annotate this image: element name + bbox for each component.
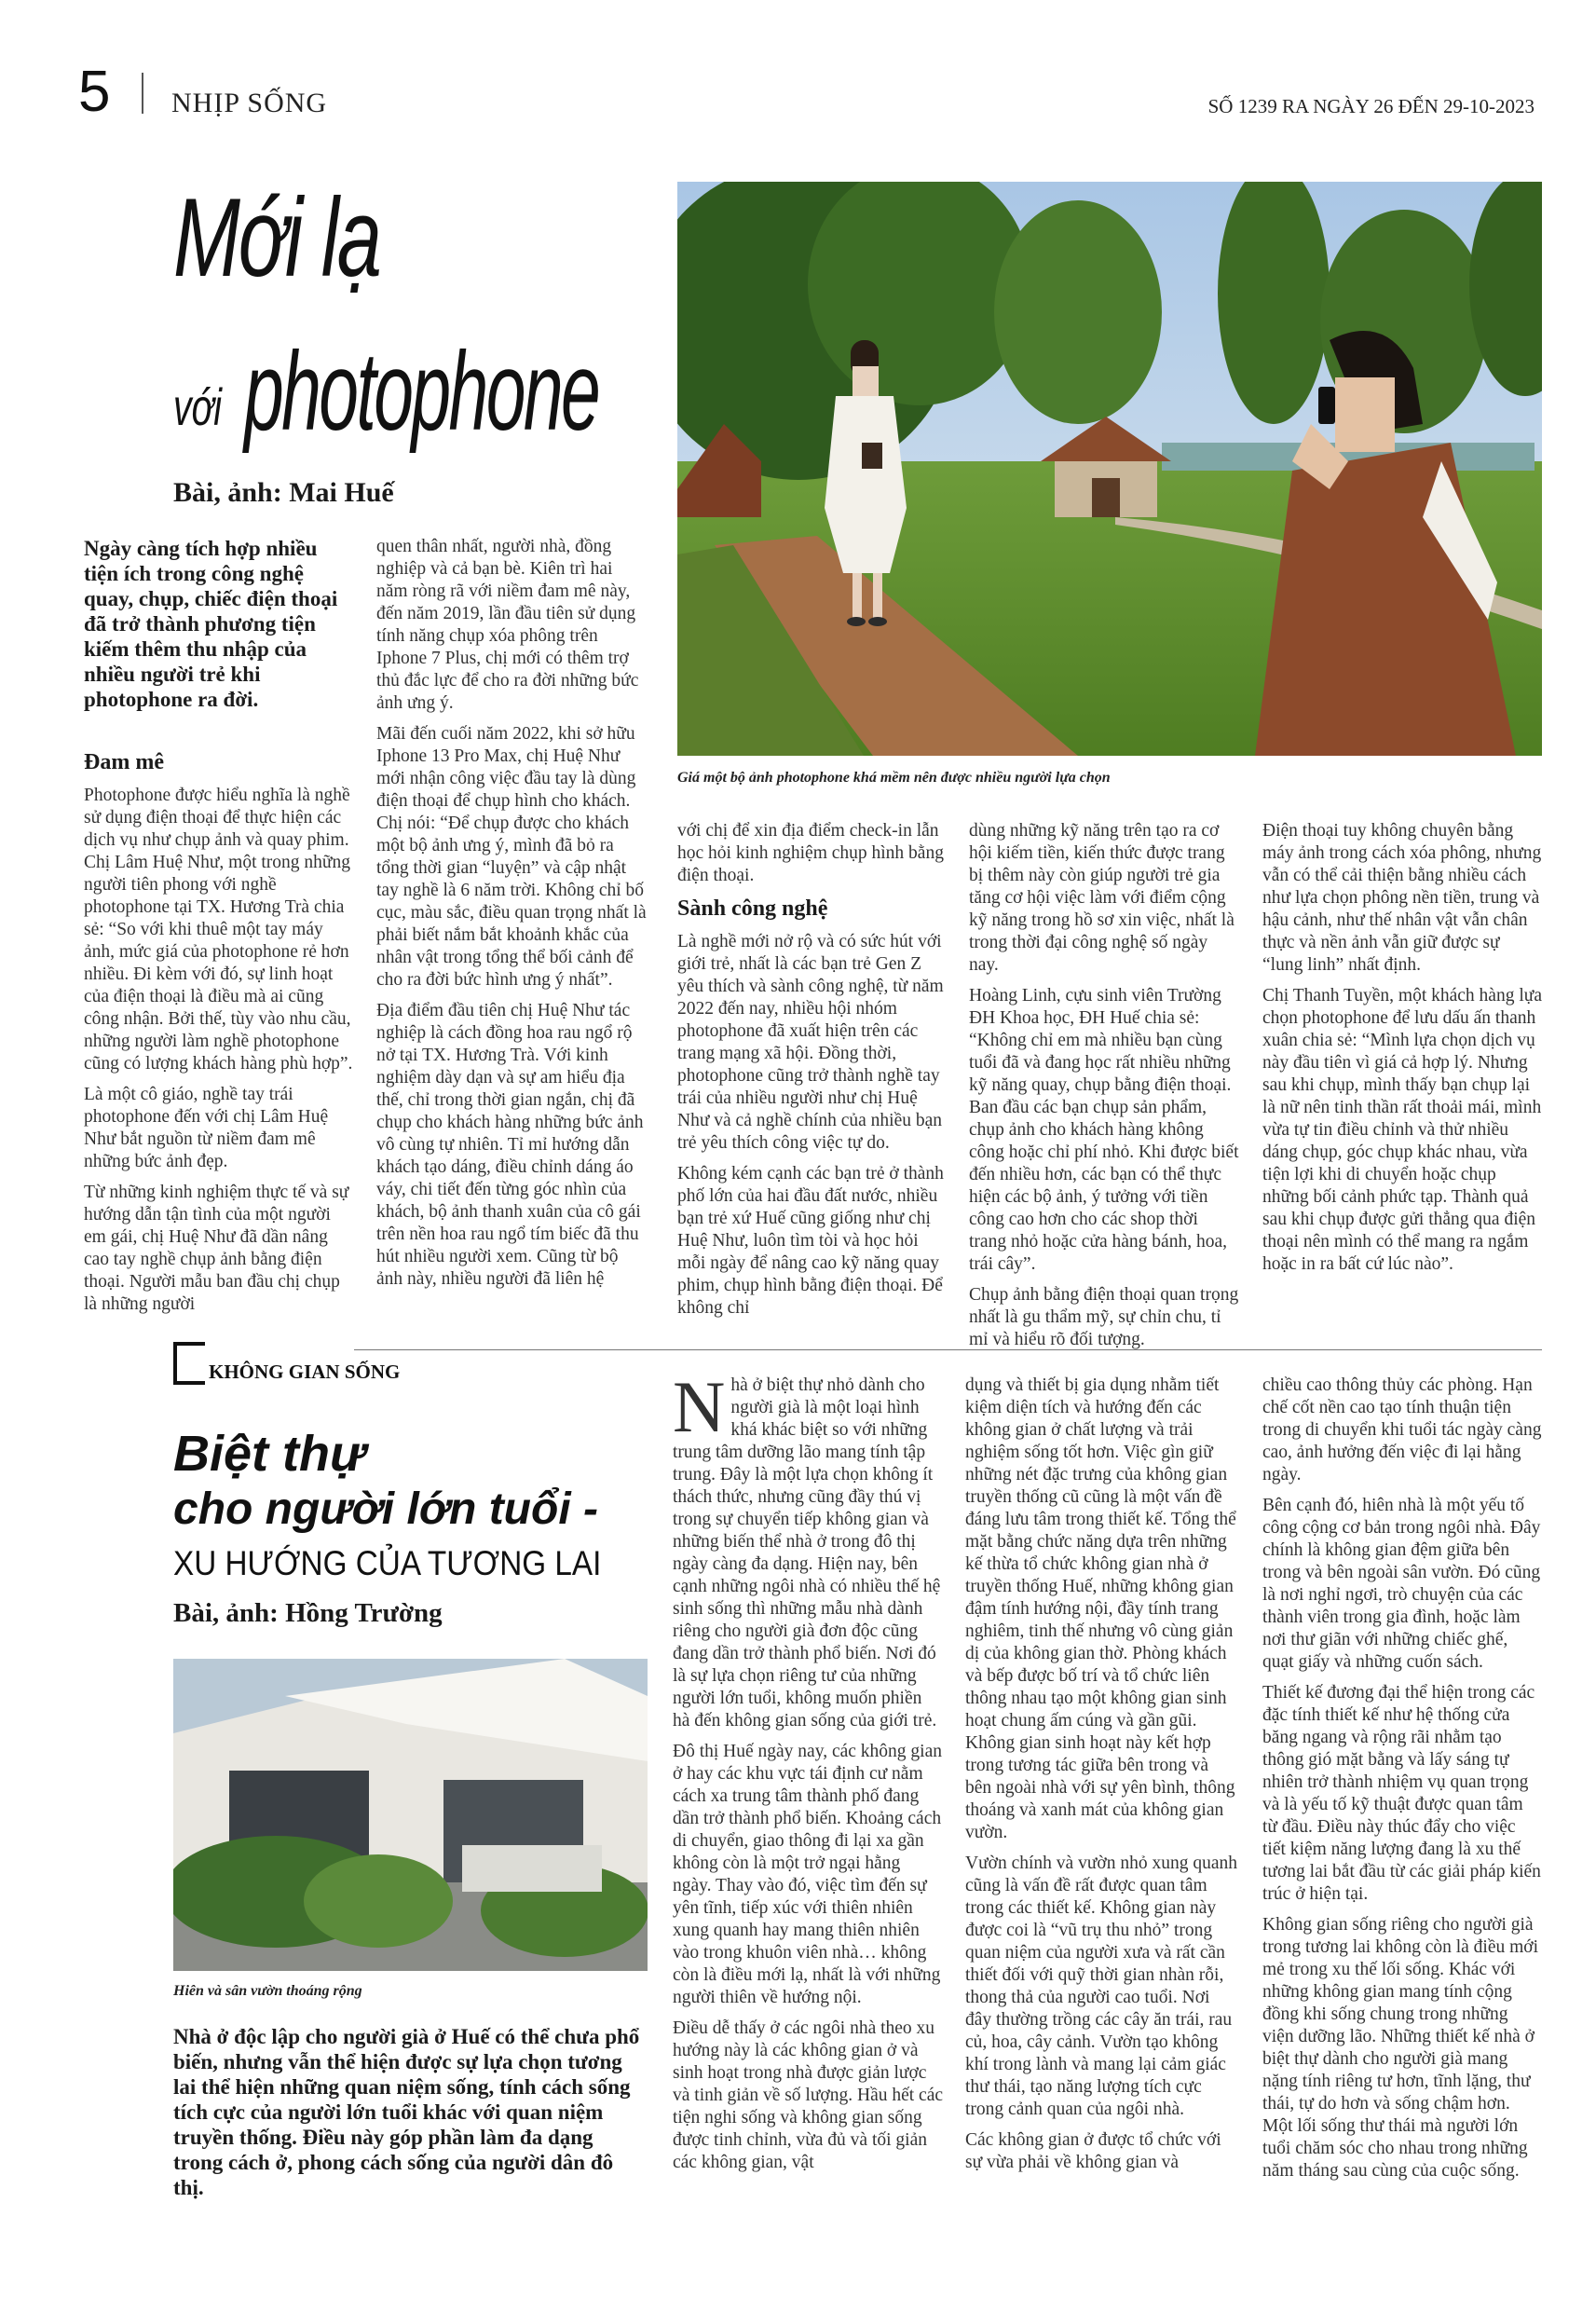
paragraph: Hoàng Linh, cựu sinh viên Trường ĐH Khoa học, ĐH Huế chia sẻ: “Không chỉ em mà nhiều bạn cùng tuổi đã và đang học rất nhiều những kỹ năng quay, chụp bằng điện thoại. Ban đầu các bạn chụp sản phẩm, chụp ảnh cho khách hàng không công hoặc chỉ phí nhỏ. Khi được biết đến nhiều hơn, các bạn có thể thực hiện các bộ ảnh, ý tưởng với tiền công cao hơn cho các shop thời trang nhỏ hoặc cửa hàng bánh, hoa, trái cây”. xyxy=(969,986,1239,1274)
article1-col4 xyxy=(969,820,1239,1360)
paragraph: Không gian sống riêng cho người già trong tương lai không còn là điều mới mẻ trong xu thế lối sống. Khác với những không gian mang tính cộng đồng khi sống chung trong những viện dưỡng lão. Những thiết kế nhà ở biệt thự dành cho người già mang nặng tính riêng tư hơn, tĩnh lặng, thư thái, tự do hơn và sống chậm hơn. Một lối sống thư thái mà người lớn tuổi chăm sóc cho nhau trong những năm tháng sau cùng của cuộc sống. xyxy=(1262,1915,1539,2181)
subhead-dam-me: Đam mê xyxy=(84,750,164,774)
title-line2: photophone xyxy=(244,329,599,454)
paragraph: dùng những kỹ năng trên tạo ra cơ hội kiếm tiền, kiến thức được trang bị thêm này còn giúp người trẻ gia tăng cơ hội việc làm với điểm cộng kỹ năng trong hồ sơ xin việc, nhất là trong thời đại công nghệ số ngày nay. xyxy=(969,821,1235,975)
paragraph: Địa điểm đầu tiên chị Huệ Như tác nghiệp là cách đồng hoa rau ngổ rộ nở tại TX. Hương Trà. Với kinh nghiệm dày dạn và sự am hiểu địa thế, chỉ trong thời gian ngắn, chị đã chụp cho khách hàng những bức ảnh vô cùng tự nhiên. Tỉ mỉ hướng dẫn khách tạo dáng, điều chỉnh dáng áo váy, chi tiết đến từng góc nhìn của khách, bộ ảnh thanh xuân của cô gái trên nền hoa rau ngổ tím biếc đã thu hút nhiều người xem. Cũng từ bộ ảnh này, nhiều người đã liên hệ xyxy=(376,1001,644,1289)
section-name: NHỊP SỐNG xyxy=(171,88,328,118)
header-divider xyxy=(142,73,143,114)
paragraph: Mãi đến cuối năm 2022, khi sở hữu Iphone 13 Pro Max, chị Huệ Như mới nhận công việc đầu tay là dùng điện thoại để chụp hình cho khách. Chị nói: “Để chụp được cho khách một bộ ảnh ưng ý, mình đã bỏ ra tổng thời gian “luyện” và cập nhật tay nghề là 6 năm trời. Không chỉ bố cục, màu sắc, điều quan trọng nhất là phải biết nắm bắt khoảnh khắc của nhân vật trong tổng thể bối cảnh để cho ra đời bức hình ưng ý nhất”. xyxy=(376,724,647,990)
title-small: với xyxy=(173,377,223,436)
page-number: 5 xyxy=(78,60,111,124)
paragraph: Đô thị Huế ngày nay, các không gian ở hay các khu vực tái định cư nằm cách xa trung tâm thành phố đang dần trở thành phổ biến. Khoảng cách di chuyển, giao thông đi lại xa gần không còn là một trở ngại hằng ngày. Thay vào đó, việc tìm đến sự yên tĩnh, tiếp xúc với thiên nhiên xung quanh hay mang thiên nhiên vào trong khuôn viên nhà… không còn là điều mới lạ, nhất là với những người thiên về hướng nội. xyxy=(673,1742,942,2007)
article1-col5 xyxy=(1262,820,1542,1284)
paragraph: Không kém cạnh các bạn trẻ ở thành phố lớn của hai đầu đất nước, nhiều bạn trẻ xứ Huế cũng giống như chị Huệ Như, luôn tìm tòi và học hỏi mỗi ngày để nâng cao kỹ năng quay phim, chụp hình bằng điện thoại. Để không chỉ xyxy=(677,1164,944,1318)
article1-col3 xyxy=(677,820,948,1328)
paragraph: Chị Thanh Tuyền, một khách hàng lựa chọn photophone để lưu dấu ấn thanh xuân chia sẻ: “Mình lựa chọn dịch vụ này đầu tiên vì giá cả hợp lý. Nhưng sau khi chụp, mình thấy bạn chụp lại là nữ nên tinh thần rất thoải mái, mình vừa tự tin điều chỉnh và thử nhiều dáng chụp, góc chụp khác nhau, vừa tiện lợi khi di chuyển hoặc chụp những bối cảnh phức tạp. Thành quả sau khi chụp được gửi thẳng qua điện thoại nên mình có thể mang ra ngắm hoặc in ra bất cứ lúc nào”. xyxy=(1262,986,1542,1274)
article2-title-line2: cho người lớn tuổi - xyxy=(173,1484,598,1534)
paragraph: Là nghề mới nở rộ và có sức hút với giới trẻ, nhất là các bạn trẻ Gen Z yêu thích và sành công nghệ, từ năm 2022 đến nay, nhiều hội nhóm photophone đã xuất hiện trên các trang mạng xã hội. Đồng thời, photophone cũng trở thành nghề tay trái của nhiều người như chị Huệ Như và cả nghề chính của nhiều bạn trẻ yêu thích công việc tự do. xyxy=(677,932,944,1153)
article2-title-line3: XU HƯỚNG CỦA TƯƠNG LAI xyxy=(173,1544,602,1582)
paragraph: Chụp ảnh bằng điện thoại quan trọng nhất là gu thẩm mỹ, sự chỉn chu, tỉ mỉ và hiểu rõ đối tượng. xyxy=(969,1285,1239,1349)
article2-byline: Bài, ảnh: Hồng Trường xyxy=(173,1598,443,1628)
paragraph: Photophone được hiểu nghĩa là nghề sử dụng điện thoại để thực hiện các dịch vụ như chụp ảnh và quay phim. Chị Lâm Huệ Như, một trong những người tiên phong với nghề photophone tại TX. Hương Trà chia sẻ: “So với khi thuê một tay máy ảnh, mức giá của photophone rẻ hơn nhiều. Đi kèm với đó, sự linh hoạt của điện thoại là điều mà ai cũng công nhận. Bởi thế, tùy vào nhu cầu, những người làm nghề photophone cũng có lượng khách hàng phù hợp”. xyxy=(84,786,353,1074)
paragraph: quen thân nhất, người nhà, đồng nghiệp và cả bạn bè. Kiên trì hai năm ròng rã với niềm đam mê này, đến năm 2019, lần đầu tiên sử dụng tính năng chụp xóa phông trên Iphone 7 Plus, chị mới có thêm trợ thủ đắc lực để cho ra đời những bức ảnh ưng ý. xyxy=(376,537,639,713)
paragraph: Là một cô giáo, nghề tay trái photophone đến với chị Lâm Huệ Như bắt nguồn từ niềm đam mê những bức ảnh đẹp. xyxy=(84,1085,329,1171)
villa-garden-image xyxy=(173,1659,648,1971)
article1-photo-caption: Giá một bộ ảnh photophone khá mềm nên được nhiều người lựa chọn xyxy=(677,770,1111,786)
first-para-text: hà ở biệt thự nhỏ dành cho người già là một loại hình khá khác biệt so với những trung tâm dưỡng lão mang tính tập trung. Đây là một lựa chọn không ít thách thức, nhưng cũng đầy thú vị trong sự chuyển tiếp không gian và những biến thể nhà ở trong đô thị ngày càng đa dạng. Hiện nay, bên cạnh những ngôi nhà có nhiều thế hệ sinh sống thì những mẫu nhà dành riêng cho người già đơn độc cũng đang dần trở thành phổ biến. Nơi đó là sự lựa chọn riêng tư của những người lớn tuổi, không muốn phiền hà đến không gian sống của giới trẻ. xyxy=(673,1375,941,1731)
section-divider xyxy=(354,1349,1542,1350)
article2-photo xyxy=(173,1659,648,1971)
page-header xyxy=(0,58,1596,123)
article2-col3 xyxy=(1262,1375,1542,2191)
section-label-box xyxy=(173,1342,205,1385)
section-label: KHÔNG GIAN SỐNG xyxy=(209,1361,401,1383)
paragraph: với chị để xin địa điểm check-in lẫn học hỏi kinh nghiệm chụp hình bằng điện thoại. xyxy=(677,821,944,885)
dropcap: N xyxy=(673,1366,726,1447)
paragraph: Các không gian ở được tổ chức với sự vừa phải về không gian và xyxy=(965,2130,1221,2172)
paragraph: Điện thoại tuy không chuyên bằng máy ảnh trong cách xóa phông, nhưng vẫn có thể cải thiện bằng nhiều cách như lựa chọn phông nền tiền, trung và hậu cảnh, như thế nhân vật vẫn chân thực và nền ảnh vẫn giữ được sự “lung linh” nhất định. xyxy=(1262,821,1542,975)
article2-title-line1: Biệt thự xyxy=(173,1426,366,1482)
paragraph: Bên cạnh đó, hiên nhà là một yếu tố công cộng cơ bản trong ngôi nhà. Đây chính là không gian đệm giữa bên trong và bên ngoài sân vườn. Đó cũng là nơi nghỉ ngơi, trò chuyện của các thành viên trong gia đình, hoặc làm nơi thư giãn với những chiếc ghế, quạt giấy và những cuốn sách. xyxy=(1262,1496,1541,1672)
title-line1: Mới lạ xyxy=(173,175,380,300)
photophone-scene-image xyxy=(677,182,1542,756)
paragraph xyxy=(673,1366,943,1732)
paragraph: chiều cao thông thủy các phòng. Hạn chế cốt nền cao tạo tính thuận tiện trong di chuyển khi tuổi tác ngày càng cao, ảnh hưởng đến việc đi lại hằng ngày. xyxy=(1262,1375,1542,1484)
article2-lead: Nhà ở độc lập cho người già ở Huế có thể chưa phổ biến, nhưng vẫn thể hiện được sự lựa chọn tương lai thể hiện những quan niệm sống, tính cách sống tích cực của người lớn tuổi khác với quan niệm truyền thống. Điều này góp phần làm đa dạng trong cách ở, phong cách sống của người dân đô thị. xyxy=(173,2025,640,2199)
article1-byline: Bài, ảnh: Mai Huế xyxy=(173,477,394,508)
article1-lead: Ngày càng tích hợp nhiều tiện ích trong công nghệ quay, chụp, chiếc điện thoại đã trở thành phương tiện kiếm thêm thu nhập của nhiều người trẻ khi photophone ra đời. xyxy=(84,537,338,711)
article2-col1 xyxy=(673,1366,944,2182)
article2-col2 xyxy=(965,1375,1237,2182)
paragraph: dụng và thiết bị gia dụng nhằm tiết kiệm diện tích và hướng đến các không gian ở chất lượng và trải nghiệm sống tốt hơn. Việc gìn giữ những nét đặc trưng của không gian truyền thống cũ cũng là một vấn đề đáng lưu tâm trong thiết kế. Tổng thể mặt bằng chức năng dựa trên những kế thừa tổ chức không gian nhà ở truyền thống Huế, những không gian đậm tính hướng nội, đầy tính trang nghiêm, tinh thế nhưng vô cùng giản dị của không gian thờ. Phòng khách và bếp được bố trí và tổ chức liên thông nhau tạo một không gian sinh hoạt chung ấm cúng và gần gũi. Không gian sinh hoạt này kết hợp trong tương tác giữa bên trong và bên ngoài nhà với sự yên bình, thông thoáng và xanh mát của không gian vườn. xyxy=(965,1375,1236,1842)
paragraph: Từ những kinh nghiệm thực tế và sự hướng dẫn tận tình của một người em gái, chị Huệ Như đã dần nâng cao tay nghề chụp ảnh bằng điện thoại. Người mẫu ban đầu chị chụp là những người xyxy=(84,1183,349,1314)
paragraph: Điều dễ thấy ở các ngôi nhà theo xu hướng này là các không gian ở và sinh hoạt trong nhà được giản lược và tinh giản về số lượng. Hầu hết các tiện nghi sống và không gian sống được tinh chỉnh, vừa đủ và tối giản các không gian, vật xyxy=(673,2018,944,2172)
article2-photo-caption: Hiên và sân vườn thoáng rộng xyxy=(173,1983,362,1999)
article1-col1 xyxy=(84,750,354,1324)
article1-title xyxy=(173,177,667,475)
article1-col2 xyxy=(376,536,647,1299)
issue-info: SỐ 1239 RA NGÀY 26 ĐẾN 29-10-2023 xyxy=(1207,95,1535,117)
paragraph: Thiết kế đương đại thể hiện trong các đặc tính thiết kế như hệ thống cửa băng ngang và rộng rãi nhằm tạo thông gió mặt bằng và lấy sáng tự nhiên trở thành nhiệm vụ quan trọng và là yếu tố kỹ thuật được quan tâm từ đầu. Điều này thúc đẩy cho việc tiết kiệm năng lượng đang là xu thế tương lai bắt đầu từ các giải pháp kiến trúc ở hiện tại. xyxy=(1262,1683,1541,1904)
subhead-sanh-cong-nghe: Sành công nghệ xyxy=(677,896,828,921)
paragraph: Vườn chính và vườn nhỏ xung quanh cũng là vấn đề rất được quan tâm trong các thiết kế. Không gian này được coi là “vũ trụ thu nhỏ” trong quan niệm của người xưa và rất cần thiết đối với quỹ thời gian nhàn rỗi, thong thả của người cao tuổi. Nơi đây thường trồng các cây ăn trái, rau củ, hoa, cây cảnh. Vườn tạo không khí trong lành và mang lại cảm giác thư thái, tạo năng lượng tích cực trong cảnh quan của ngôi nhà. xyxy=(965,1854,1237,2119)
article1-photo xyxy=(677,182,1542,756)
